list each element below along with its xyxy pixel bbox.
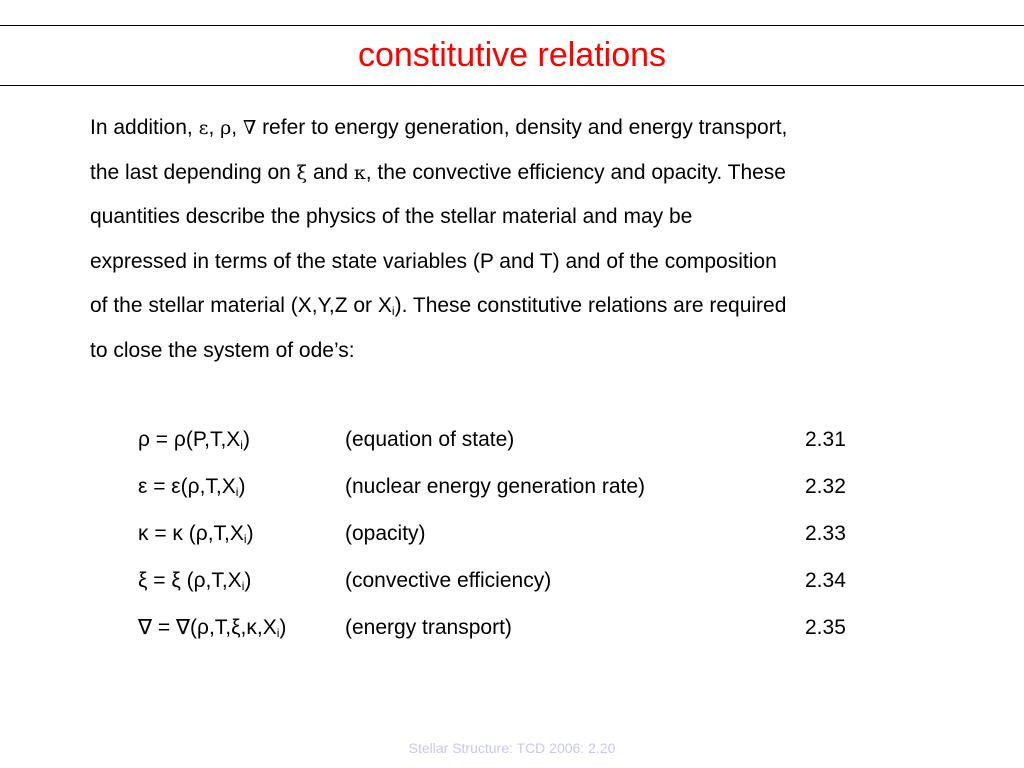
top-rule [0,25,1024,26]
text-segment: In addition, [90,116,199,139]
equation-number: 2.35 [805,616,846,639]
equation-description: (opacity) [345,522,426,545]
equation-description: (energy transport) [345,616,512,639]
text-segment: refer to energy generation, density and energy transport, [256,116,788,139]
paragraph-line-2 [90,151,970,196]
formula-main: ρ = ρ(P,T,X [138,428,241,451]
epsilon-symbol: ε [198,117,209,139]
paragraph-line-1 [90,106,970,151]
equation-number: 2.33 [805,522,846,545]
xi-symbol: ξ [296,161,308,184]
paragraph-line-6: to close the system of ode’s: [90,338,355,362]
equation-formula [138,416,250,463]
paragraph-line-4: expressed in terms of the state variables (P and T) and of the composition [90,249,777,273]
equation-formula [138,604,286,651]
formula-subscript: i [240,438,243,452]
text-segment: ). These constitutive relations are required [394,294,787,318]
equation-formula [138,557,251,604]
formula-close: ) [279,616,287,639]
equation-formula [138,463,245,510]
formula-subscript: i [235,485,239,499]
formula-main: ∇ = ∇(ρ,T,ξ,κ,X [138,616,277,639]
formula-main: κ = κ (ρ,T,X [138,522,244,545]
text-segment: , [231,116,243,139]
text-segment: , the convective efficiency and opacity. These [365,160,786,184]
formula-main: ε = ε(ρ,T,X [138,475,236,498]
text-segment: and [307,160,354,184]
formula-subscript: i [243,532,247,546]
formula-close: ) [244,569,252,592]
equation-number: 2.34 [805,569,846,592]
kappa-symbol: κ [353,161,366,184]
title-underline [0,85,1024,86]
formula-close: ) [238,475,246,498]
equation-description: (equation of state) [345,428,515,451]
formula-close: ) [246,522,254,545]
intro-paragraph [90,106,970,374]
slide-title: constitutive relations [357,36,667,74]
formula-subscript: i [241,579,245,593]
rho-symbol: ρ [220,117,232,139]
equation-formula [138,510,254,557]
subscript-i: i [391,304,395,319]
formula-close: ) [242,428,250,451]
equation-description: (nuclear energy generation rate) [345,475,646,498]
nabla-symbol: ∇ [242,117,257,139]
formula-main: ξ = ξ (ρ,T,X [138,569,242,592]
equation-description: (convective efficiency) [345,569,552,592]
paragraph-line-5 [90,284,970,329]
text-segment: , [208,116,221,139]
equation-number: 2.31 [805,428,846,451]
slide-footer: Stellar Structure: TCD 2006: 2.20 [408,740,616,756]
paragraph-line-3: quantities describe the physics of the stellar material and may be [90,205,693,229]
equation-number: 2.32 [805,475,846,498]
formula-subscript: i [276,626,280,640]
text-segment: of the stellar material (X,Y,Z or X [90,294,392,318]
text-segment: the last depending on [90,160,297,184]
